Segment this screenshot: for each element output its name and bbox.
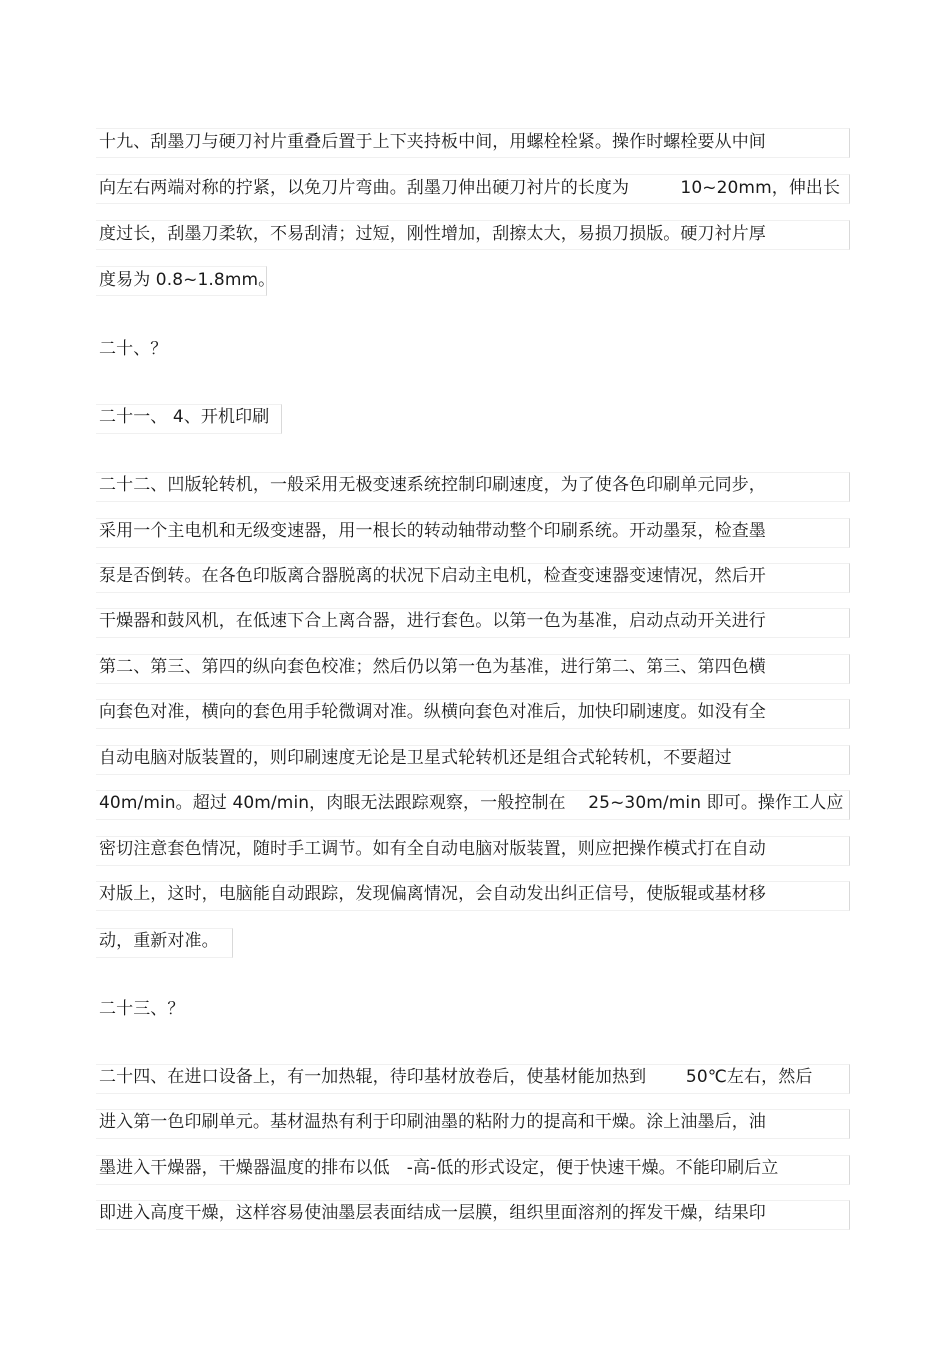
paragraph-22-line-5: 第二、第三、第四的纵向套色校准；然后仍以第一色为基准，进行第二、第三、第四色横 <box>99 657 766 677</box>
paragraph-19-line-4: 度易为 0.8~1.8mm。 <box>99 270 276 290</box>
section-heading-23: 二十三、？ <box>99 999 185 1019</box>
paragraph-19-line-3: 度过长，刮墨刀柔软，不易刮清；过短，刚性增加，刮擦太大，易损刀损版。硬刀衬片厚 <box>99 224 766 244</box>
paragraph-24-line-2: 进入第一色印刷单元。基材温热有利于印刷油墨的粘附力的提高和干燥。涂上油墨后，油 <box>99 1112 766 1132</box>
paragraph-22-line-9: 密切注意套色情况，随时手工调节。如有全自动电脑对版装置，则应把操作模式打在自动 <box>99 839 766 859</box>
paragraph-22-line-3: 泵是否倒转。在各色印版离合器脱离的状况下启动主电机，检查变速器变速情况，然后开 <box>99 566 766 586</box>
section-heading-21: 二十一、 4、开机印刷 <box>99 407 270 427</box>
paragraph-24-line-1: 二十四、在进口设备上，有一加热辊，待印基材放卷后，使基材能加热到 50℃左右，然后 <box>99 1067 813 1087</box>
paragraph-22-line-7: 自动电脑对版装置的，则印刷速度无论是卫星式轮转机还是组合式轮转机，不要超过 <box>99 748 732 768</box>
section-heading-20: 二十、？ <box>99 339 168 359</box>
paragraph-22-line-8: 40m/min。超过 40m/min，肉眼无法跟踪观察，一般控制在 25~30m/min 即可。操作工人应 <box>99 793 844 813</box>
paragraph-22-line-2: 采用一个主电机和无级变速器，用一根长的转动轴带动整个印刷系统。开动墨泵，检查墨 <box>99 521 766 541</box>
paragraph-22-line-11: 动，重新对准。 <box>99 931 219 951</box>
paragraph-22-line-4: 干燥器和鼓风机，在低速下合上离合器，进行套色。以第一色为基准，启动点动开关进行 <box>99 611 766 631</box>
paragraph-22-line-6: 向套色对准，横向的套色用手轮微调对准。纵横向套色对准后，加快印刷速度。如没有全 <box>99 702 766 722</box>
paragraph-24-line-4: 即进入高度干燥，这样容易使油墨层表面结成一层膜，组织里面溶剂的挥发干燥，结果印 <box>99 1203 766 1223</box>
paragraph-19-line-2: 向左右两端对称的拧紧，以免刀片弯曲。刮墨刀伸出硬刀衬片的长度为 10~20mm，伸出长 <box>99 178 841 198</box>
paragraph-22-line-10: 对版上，这时，电脑能自动跟踪，发现偏离情况，会自动发出纠正信号，使版辊或基材移 <box>99 884 766 904</box>
paragraph-24-line-3: 墨进入干燥器，干燥器温度的排布以低 -高-低的形式设定，便于快速干燥。不能印刷后立 <box>99 1158 779 1178</box>
paragraph-19-line-1: 十九、刮墨刀与硬刀衬片重叠后置于上下夹持板中间，用螺栓栓紧。操作时螺栓要从中间 <box>99 132 766 152</box>
paragraph-22-line-1: 二十二、凹版轮转机，一般采用无极变速系统控制印刷速度，为了使各色印刷单元同步， <box>99 475 766 495</box>
